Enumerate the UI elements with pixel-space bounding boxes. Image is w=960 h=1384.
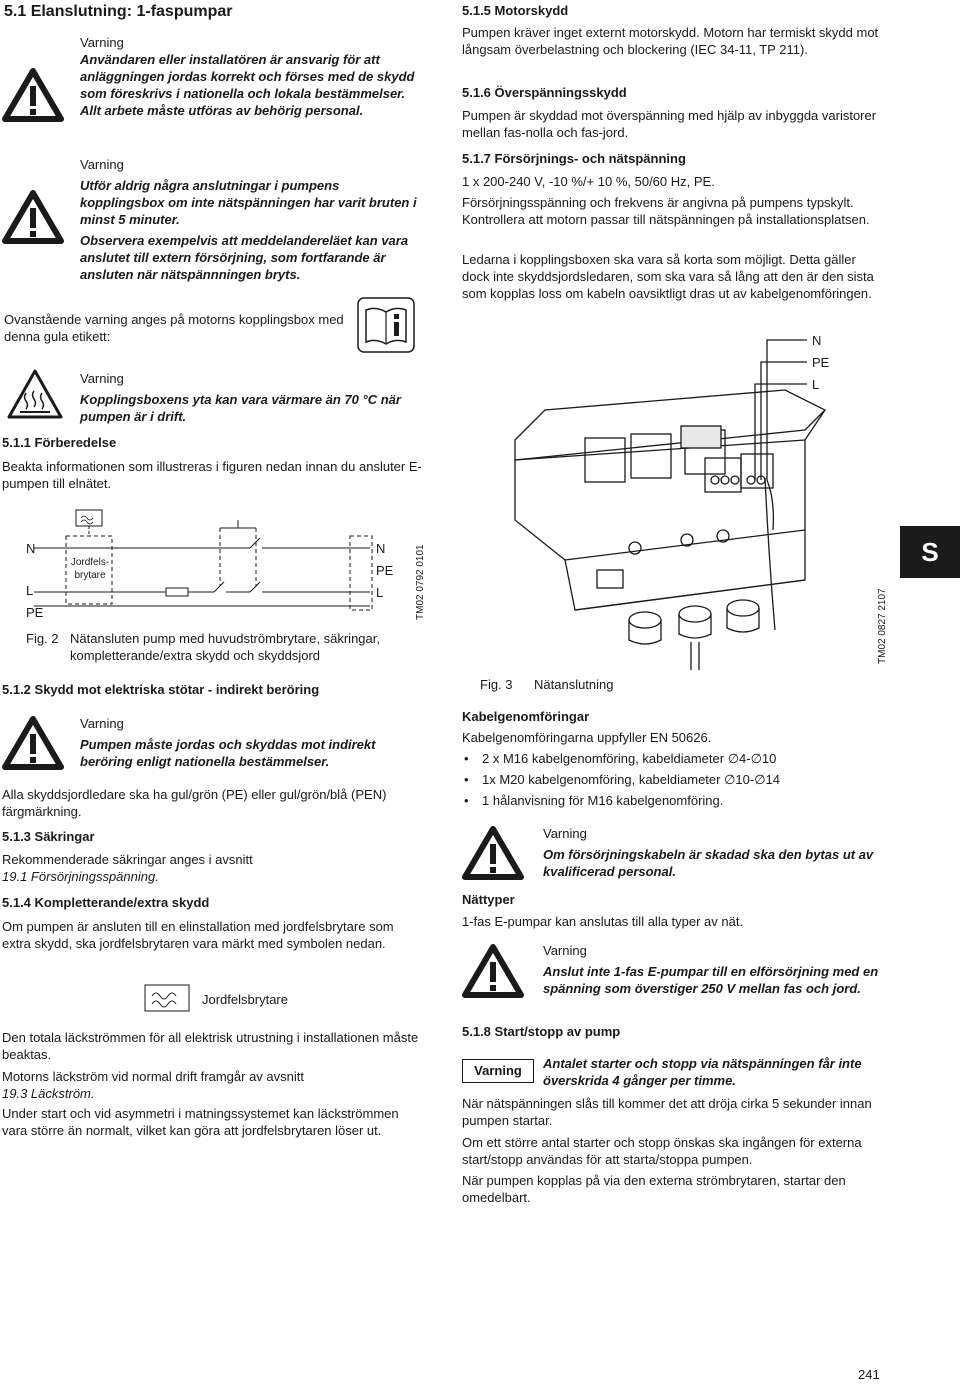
section-5-1-4-text-3: Motorns läckström vid normal drift framgår av avsnitt [2, 1069, 304, 1084]
kabel-text: Kabelgenomföringarna uppfyller EN 50626. [462, 730, 712, 745]
warning-label: Varning [80, 716, 124, 731]
warning-label: Varning [543, 943, 587, 958]
list-item: • 2 x M16 kabelgenomföring, kabeldiameter ∅4-∅10 [462, 750, 882, 767]
section-5-1-8-text-3: När pumpen kopplas på via den externa strömbrytaren, startar den omedelbart. [462, 1173, 846, 1205]
nattyper-text: 1-fas E-pumpar kan anslutas till alla typer av nät. [462, 914, 744, 929]
fig3-wire-n: N [812, 333, 822, 348]
fuse-symbol [166, 588, 188, 596]
warning-text: Utför aldrig några anslutningar i pumpens kopplingsbox om inte nätspänningen har varit bruten i minst 5 minuter. [80, 178, 417, 227]
section-5-1-3-ref: 19.1 Försörjningsspänning. [2, 869, 159, 884]
list-item: • 1 hålanvisning för M16 kabelgenomföring. [462, 792, 882, 809]
warning-7-text: Antalet starter och stopp via nätspänningen får inte överskrida 4 gånger per timme. [543, 1056, 862, 1088]
warning-label: Varning [80, 371, 124, 386]
fig3-wire-pe: PE [812, 355, 830, 370]
section-5-1-7-title: 5.1.7 Försörjnings- och nätspänning [462, 151, 686, 166]
language-tab: S [900, 526, 960, 578]
warning-label: Varning [80, 157, 124, 172]
section-5-1-8-title: 5.1.8 Start/stopp av pump [462, 1024, 621, 1039]
section-5-1-1-text: Beakta informationen som illustreras i figuren nedan innan du ansluter E-pumpen till elnätet. [2, 459, 422, 491]
section-5-1-4-ref: 19.3 Läckström. [2, 1086, 95, 1101]
warning-text: Kopplingsboxens yta kan vara värmare än 70 °C när pumpen är i drift. [80, 392, 401, 424]
nattyper-title: Nättyper [462, 892, 515, 907]
fig2-code: TM02 0792 0101 [415, 544, 426, 620]
rcd-symbol-label: Jordfelsbrytare [202, 992, 288, 1007]
section-5-1-3-title: 5.1.3 Säkringar [2, 829, 95, 844]
list-item: • 1x M20 kabelgenomföring, kabeldiameter ∅10-∅14 [462, 771, 882, 788]
section-5-1-4-title: 5.1.4 Kompletterande/extra skydd [2, 895, 210, 910]
fig2-left-l: L [26, 583, 34, 598]
page-number: 241 [858, 1367, 880, 1382]
section-5-1-2-title: 5.1.2 Skydd mot elektriska stötar - indirekt beröring [2, 682, 320, 697]
fig2-left-pe: PE [26, 605, 44, 620]
fig2-caption: Nätansluten pump med huvudströmbrytare, säkringar, kompletterande/extra skydd och skyddsjord [70, 631, 380, 663]
fig2-right-n: N [376, 541, 386, 556]
warning-triangle-icon [2, 190, 64, 244]
section-5-1-4-text-4: Under start och vid asymmetri i matningssystemet kan läckströmmen vara större än normalt, vilket kan göra att jordfelsbrytaren löser ut. [2, 1106, 399, 1138]
section-5-1-6-title: 5.1.6 Överspänningsskydd [462, 85, 627, 100]
section-5-1-7-text-1: 1 x 200-240 V, -10 %/+ 10 %, 50/60 Hz, PE. [462, 174, 715, 189]
section-5-1-4-text-2: Den totala läckströmmen för all elektrisk utrustning i installationen måste beaktas. [2, 1030, 419, 1062]
section-5-1-5-text: Pumpen kräver inget externt motorskydd. Motorn har termiskt skydd mot långsam överbelastning och blockering (IEC 34-11, TP 211). [462, 25, 879, 57]
fig2-left-n: N [26, 541, 36, 556]
fig2-number: Fig. 2 [26, 631, 59, 646]
label-note: Ovanstående varning anges på motorns kopplingsbox med denna gula etikett: [4, 312, 344, 344]
warning-text: Om försörjningskabeln är skadad ska den bytas ut av kvalificerad personal. [543, 847, 874, 879]
warning-triangle-icon [462, 944, 524, 998]
fig3-wire-l: L [812, 377, 820, 392]
warning-text: Anslut inte 1-fas E-pumpar till en elförsörjning med en spänning som överstiger 250 V mellan fas och jord. [543, 964, 879, 996]
warning-3 [80, 370, 425, 425]
warning-text: Pumpen måste jordas och skyddas mot indirekt beröring enligt nationella bestämmelser. [80, 737, 376, 769]
fig2-rcd-label: Jordfels- brytare [70, 557, 110, 581]
warning-box-label: Varning [462, 1059, 534, 1083]
rcd-symbol-icon [144, 984, 190, 1012]
section-5-1-4-text: Om pumpen är ansluten till en elinstallation med jordfelsbrytare som extra skydd, ska jordfelsbrytaren vara märkt med symbolen nedan. [2, 919, 394, 951]
fig2-right-pe: PE [376, 563, 394, 578]
section-5-1-7-text-2: Försörjningsspänning och frekvens är angivna på pumpens typskylt. Kontrollera att motorn passar till nätspänningen på installationsplatsen. [462, 195, 870, 227]
warning-label: Varning [543, 826, 587, 841]
warning-5 [543, 825, 888, 880]
section-5-1-3-text: Rekommenderade säkringar anges i avsnitt [2, 852, 253, 867]
warning-label: Varning [80, 35, 124, 50]
warning-6 [543, 942, 888, 997]
fig3-code: TM02 0827 2107 [877, 588, 888, 664]
warning-triangle-icon [2, 716, 64, 770]
section-5-1-8-text-1: När nätspänningen slås till kommer det att dröja cirka 5 sekunder innan pumpen startar. [462, 1096, 872, 1128]
kabel-title: Kabelgenomföringar [462, 709, 590, 724]
warning-2 [80, 156, 420, 283]
fig3-terminal-box-illustration [505, 330, 875, 676]
fig2-right-l: L [376, 585, 384, 600]
section-5-1-5-title: 5.1.5 Motorskydd [462, 3, 569, 18]
kabel-list [462, 750, 882, 813]
warning-4 [80, 715, 425, 770]
warning-text: Användaren eller installatören är ansvarig för att anläggningen jordas korrekt och förses med de skydd som föreskrivs i nationella och lokala bestämmelser. Allt arbete måste utföras av behörig personal. [80, 52, 415, 118]
warning-1 [80, 34, 420, 119]
section-5-1-1-title: 5.1.1 Förberedelse [2, 435, 117, 450]
fig3-caption: Nätanslutning [534, 677, 614, 692]
warning-triangle-icon [462, 826, 524, 880]
section-title: 5.1 Elanslutning: 1-faspumpar [4, 3, 233, 20]
warning-text-2: Observera exempelvis att meddelandereläet kan vara anslutet till extern försörjning, som fortfarande är ansluten när nätspännningen bryts. [80, 233, 409, 282]
section-5-1-8-text-2: Om ett större antal starter och stopp önskas ska ingången för externa start/stopp användas för att starta/stoppa pumpen. [462, 1135, 862, 1167]
section-5-1-7-text-3: Ledarna i kopplingsboxen ska vara så korta som möjligt. Detta gäller dock inte skyddsjordsledaren, som ska vara så lång att den är den sista som kopplas loss om kabeln oavsiktligt dras ut av kabelgenomföringen. [462, 252, 874, 301]
section-5-1-2-text: Alla skyddsjordledare ska ha gul/grön (PE) eller gul/grön/blå (PEN) färgmärkning. [2, 787, 387, 819]
fig3-number: Fig. 3 [480, 677, 513, 692]
warning-triangle-icon [2, 68, 64, 122]
section-5-1-6-text: Pumpen är skyddad mot överspänning med hjälp av inbyggda varistorer mellan fas-nolla och fas-jord. [462, 108, 877, 140]
hot-surface-icon [6, 368, 64, 420]
info-book-icon [356, 296, 416, 354]
